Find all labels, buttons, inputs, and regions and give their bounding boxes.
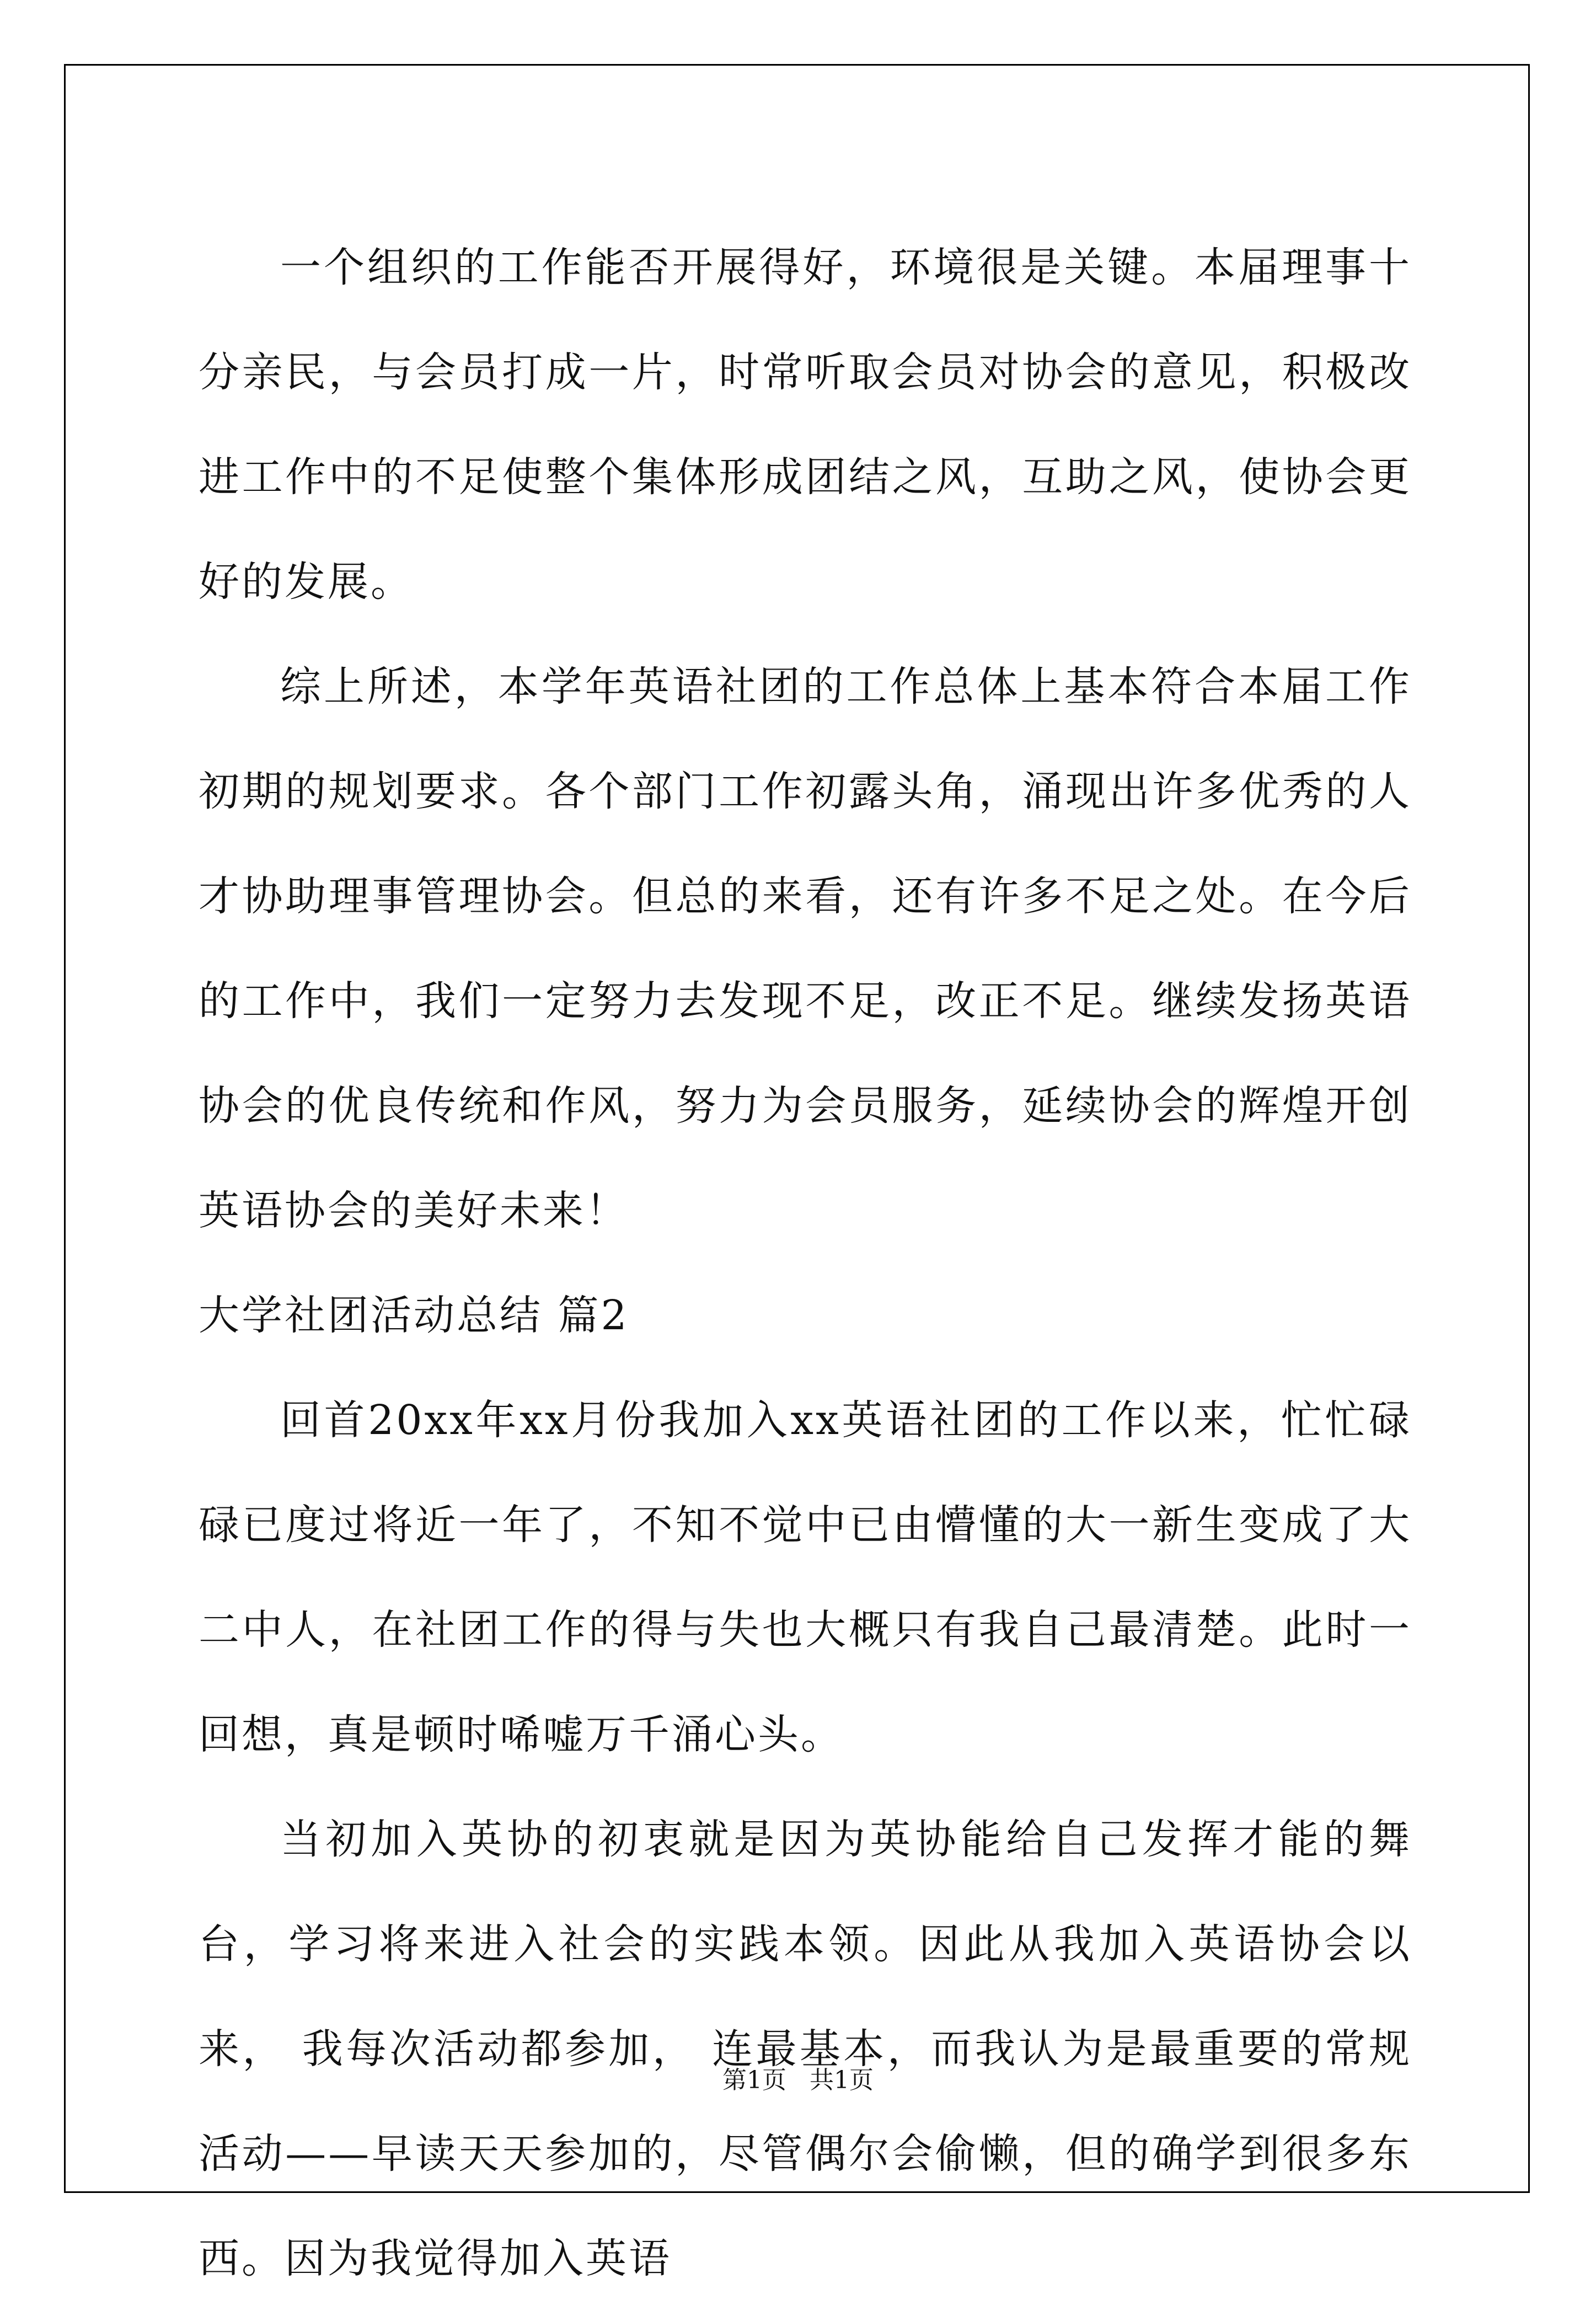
paragraph: 回首20xx年xx月份我加入xx英语社团的工作以来，忙忙碌碌已度过将近一年了，不知不觉中已由懵懂的大一新生变成了大二中人，在社团工作的得与失也大概只有我自己最清楚。此时一回想，真是顿时唏嘘万千涌心头。 bbox=[199, 1397, 1412, 1758]
paragraph: 综上所述，本学年英语社团的工作总体上基本符合本届工作初期的规划要求。各个部门工作初露头角，涌现出许多优秀的人才协助理事管理协会。但总的来看，还有许多不足之处。在今后的工作中，我们一定努力去发现不足，改正不足。继续发扬英语协会的优良传统和作风，努力为会员服务，延续协会的辉煌开创英语协会的美好未来！ bbox=[199, 663, 1412, 1234]
document-body bbox=[199, 215, 1412, 2311]
page-number: 第1页 bbox=[722, 2066, 787, 2094]
section-heading: 大学社团活动总结 篇2 bbox=[199, 1292, 629, 1339]
paragraph: 当初加入英协的初衷就是因为英协能给自己发挥才能的舞台，学习将来进入社会的实践本领。因此从我加入英语协会以来， 我每次活动都参加， 连最基本，而我认为是最重要的常规活动——早读天天参加的，尽管偶尔会偷懒，但的确学到很多东西。因为我觉得加入英语 bbox=[199, 1816, 1412, 2282]
page-footer bbox=[0, 2060, 1596, 2095]
page-total: 共1页 bbox=[809, 2066, 874, 2094]
paragraph: 一个组织的工作能否开展得好，环境很是关键。本届理事十分亲民，与会员打成一片，时常听取会员对协会的意见，积极改进工作中的不足使整个集体形成团结之风，互助之风，使协会更好的发展。 bbox=[199, 244, 1412, 606]
